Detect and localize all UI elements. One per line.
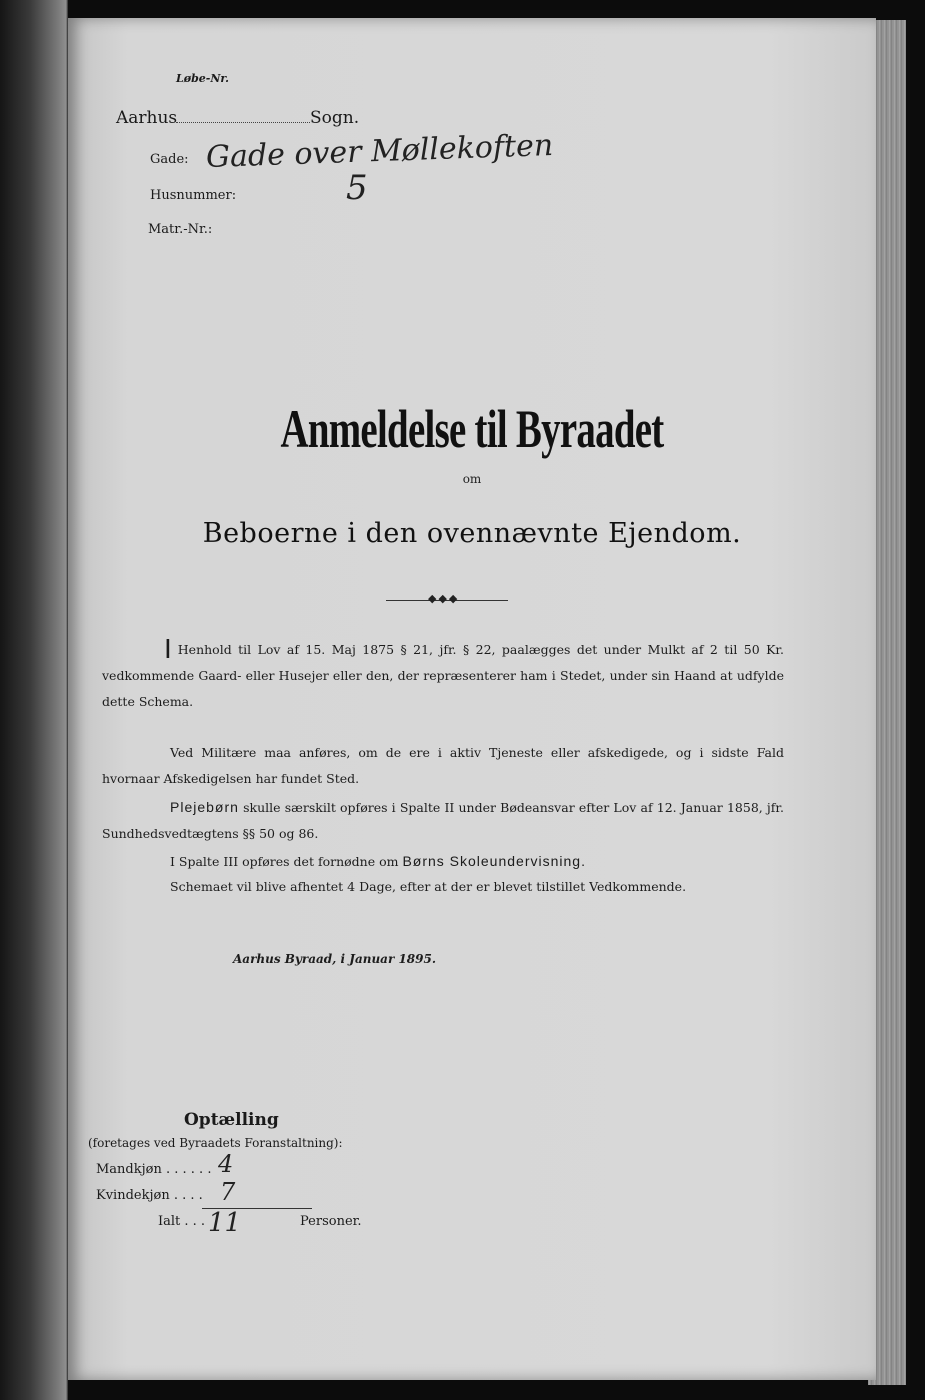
paragraph-collection: Schemaet vil blive afhentet 4 Dage, efter at der er blevet tilstillet Vedkommende. [170,879,687,894]
document-subtitle: Beboerne i den ovennævnte Ejendom. [202,518,742,549]
kvindekjon-value: 7 [220,1178,236,1206]
sogn-label: Sogn. [310,108,360,128]
ialt-value: 11 [208,1208,242,1238]
gade-label: Gade: [150,152,189,167]
paragraph-law [102,633,784,715]
mandkjon-value: 4 [218,1150,234,1178]
book-left-edge [0,0,68,1400]
paragraph-law-text: Henhold til Lov af 15. Maj 1875 § 21, jfr. § 22, paalægges det under Mulkt af 2 til 50 Kr. vedkommende Gaard- eller Husejer eller den, der repræsenterer ham i Stedet, under sin Haand at udfylde dette Schema. [102,642,784,709]
plejeborn-lead: Plejebørn [170,799,239,815]
sogn-dotted-line [176,122,310,123]
document-title: Anmeldelse til Byraadet [280,399,664,459]
kvindekjon-label: Kvindekjøn . . . . [96,1188,203,1203]
paragraph-military: Ved Militære maa anføres, om de ere i aktiv Tjeneste eller afskedigede, og i sidste Fald hvornaar Afskedigelsen har fundet Sted. [102,745,784,786]
matr-nr-label: Matr.-Nr.: [148,222,213,237]
count-heading: Optælling [184,1110,279,1130]
count-note: (foretages ved Byraadets Foranstaltning): [88,1136,343,1150]
schooling-emphasis: Børns Skoleundervisning. [402,853,586,869]
paragraph-foster-text: skulle særskilt opføres i Spalte II under Bødeansvar efter Lov af 12. Januar 1858, jfr. Sundhedsvedtægtens §§ 50 og 86. [102,800,784,841]
paragraph-foster-children [102,794,784,847]
paragraph-schooling [102,848,784,875]
mandkjon-label: Mandkjøn . . . . . . [96,1162,212,1177]
lobe-nr-label: Løbe-Nr. [176,72,229,85]
ialt-label: Ialt . . . [158,1214,206,1229]
personer-label: Personer. [300,1214,362,1229]
om-word: om [462,472,482,486]
gade-handwritten-value: Gade over Møllekoften [205,127,554,176]
husnummer-label: Husnummer: [150,188,237,203]
ornament-diamonds: ◆◆◆ [428,592,460,605]
husnummer-handwritten-value: 5 [346,168,368,208]
schooling-lead: I Spalte III opføres det fornødne om [170,854,399,869]
document-page [68,18,876,1380]
signature-line: Aarhus Byraad, i Januar 1895. [233,952,437,966]
city-label: Aarhus [116,108,178,128]
drop-initial: I [164,633,172,664]
